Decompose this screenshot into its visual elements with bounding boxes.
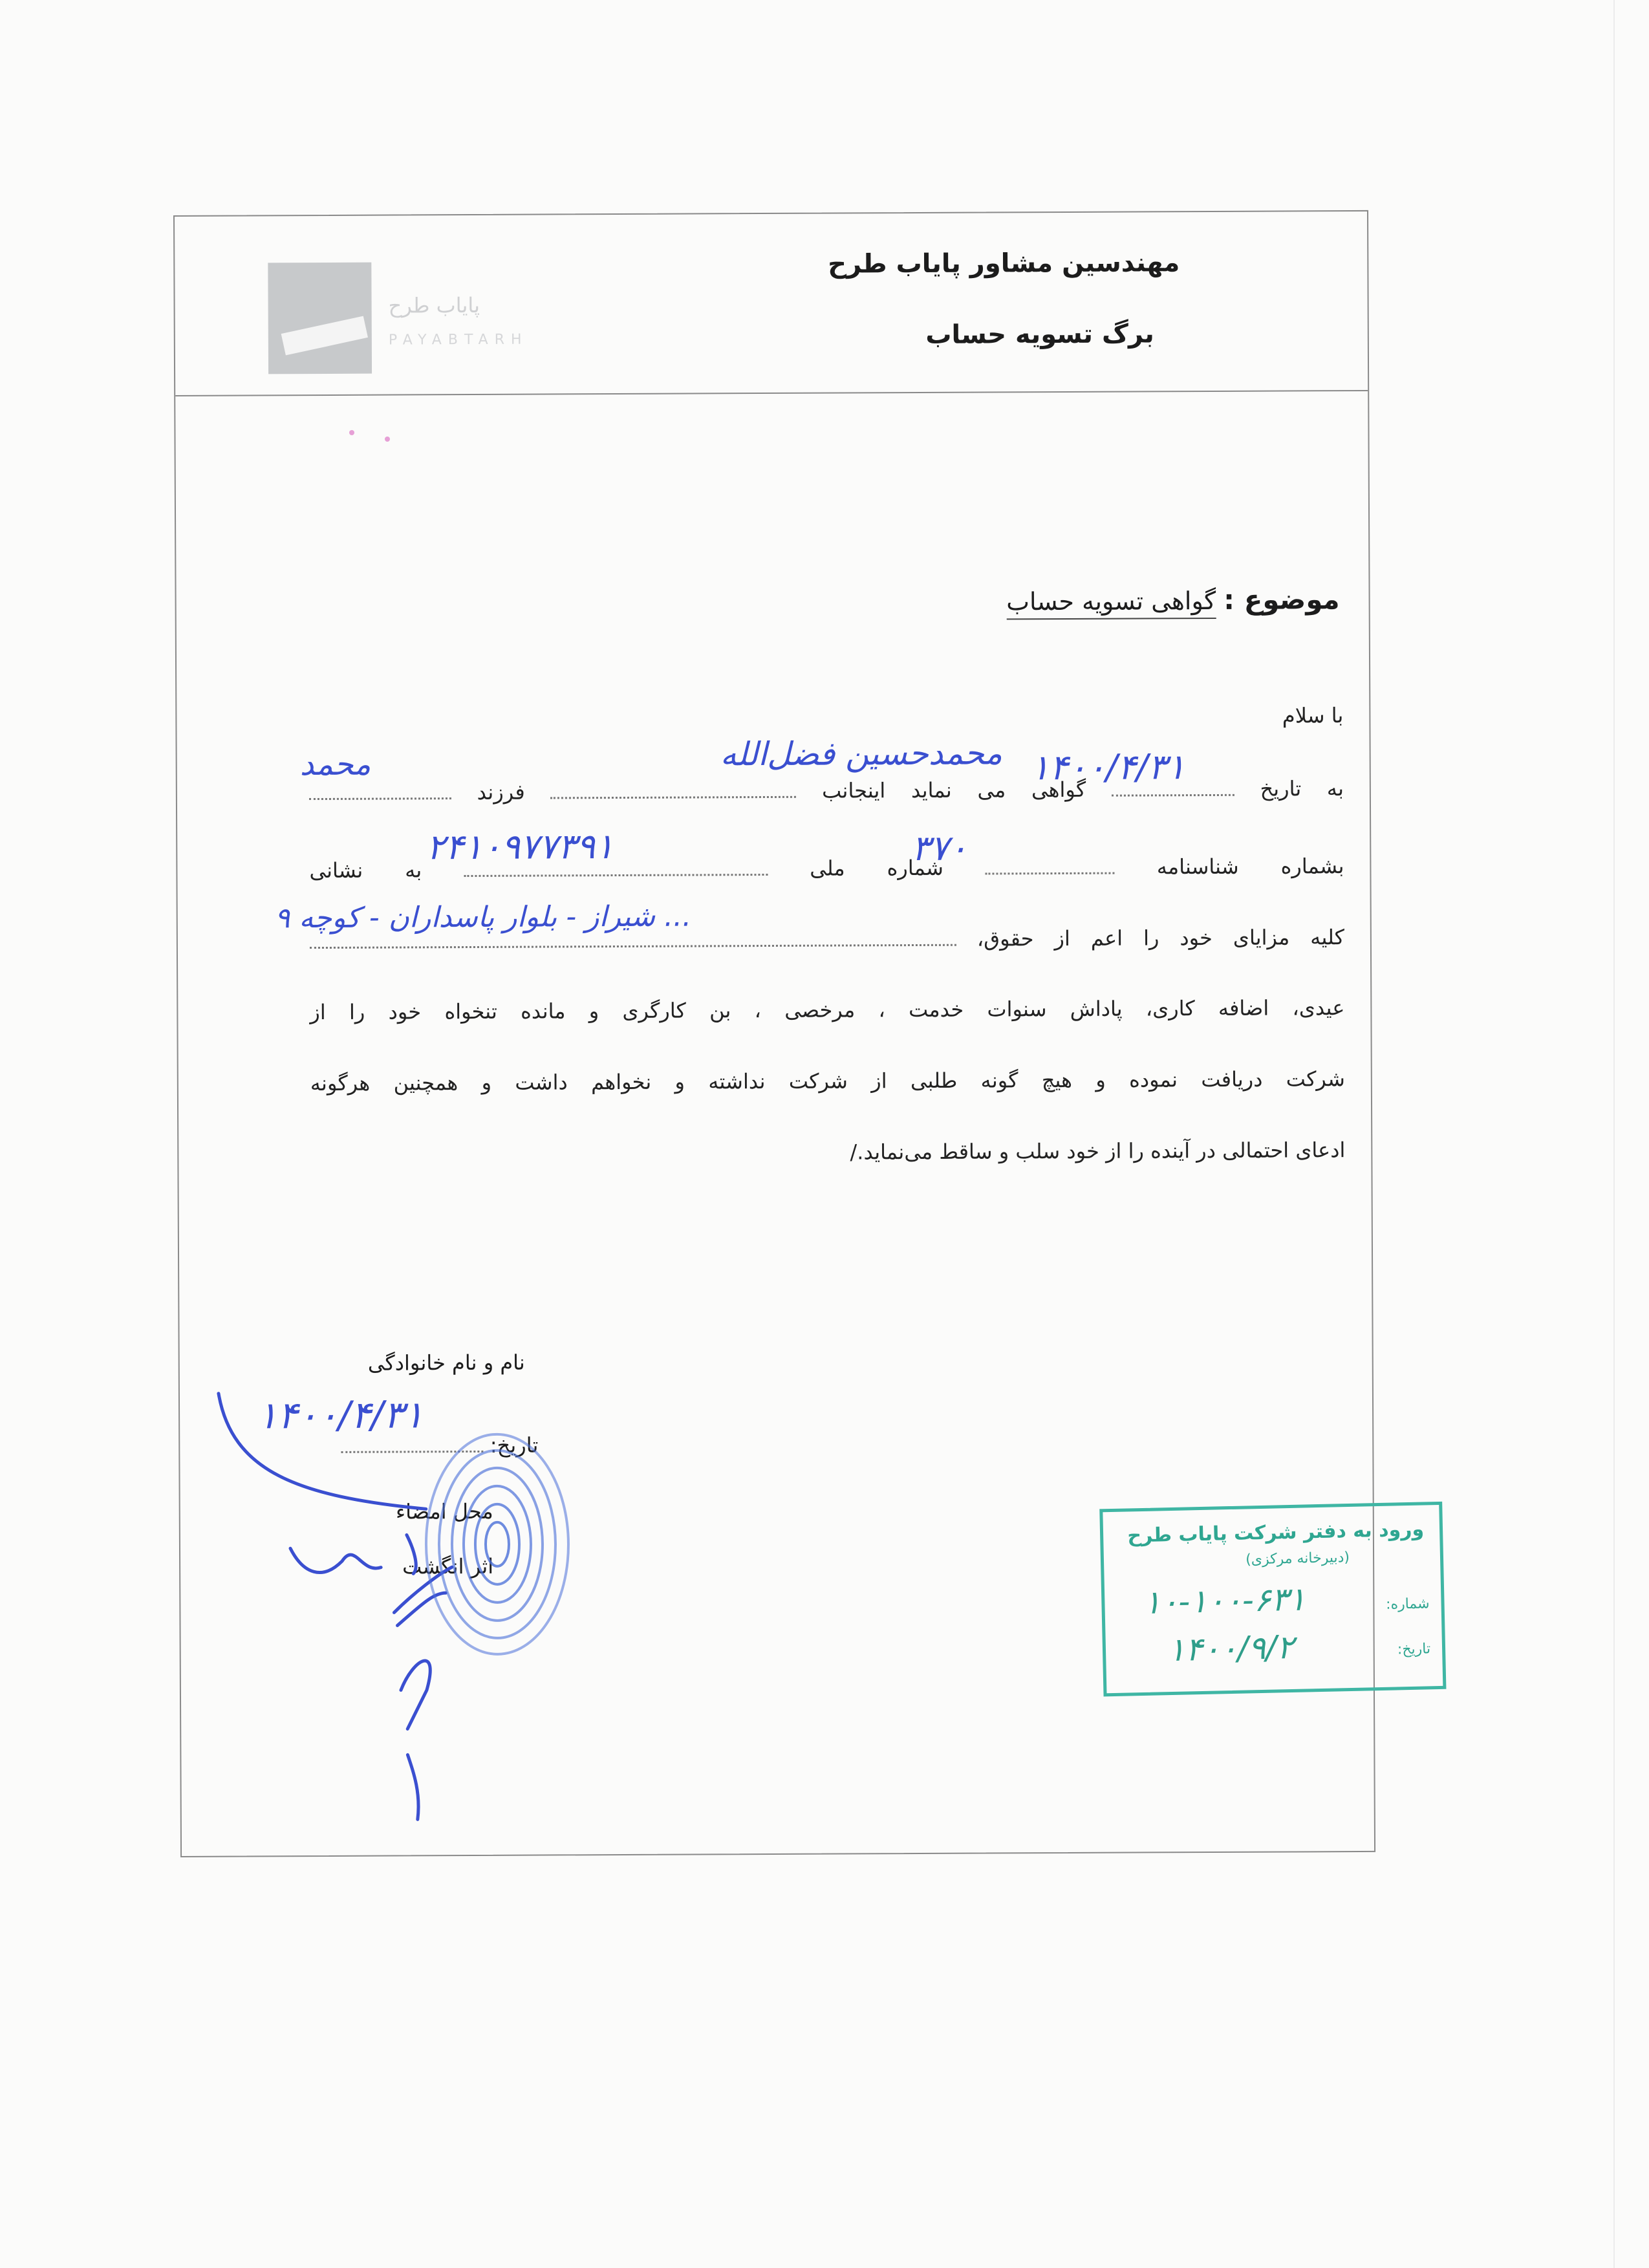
stamp-title: ورود به دفتر شرکت پایاب طرح bbox=[1127, 1518, 1425, 1548]
registry-stamp bbox=[1099, 1502, 1446, 1696]
name-field bbox=[550, 777, 796, 799]
company-name: مهندسین مشاور پایاب طرح bbox=[828, 248, 1180, 279]
signature-place-label: محل امضاء bbox=[395, 1498, 493, 1524]
handwritten-id: ۳۷۰ bbox=[911, 827, 968, 869]
stamp-date-label: تاریخ: bbox=[1397, 1641, 1431, 1658]
greeting: با سلام bbox=[1282, 703, 1344, 728]
subject-label: موضوع : bbox=[1223, 583, 1340, 616]
handwritten-sign-date: ۱۴۰۰/۴/۳۱ bbox=[257, 1392, 424, 1438]
handwritten-father: محمد bbox=[299, 746, 371, 783]
handwritten-date: ۱۴۰۰/۴/۳۱ bbox=[1030, 746, 1186, 788]
company-logo bbox=[268, 263, 372, 374]
document-frame bbox=[173, 210, 1431, 1857]
form-title: برگ تسویه حساب bbox=[925, 319, 1154, 350]
subject-value: گواهی تسویه حساب bbox=[1006, 587, 1216, 620]
handwritten-name: محمدحسین فضل‌الله bbox=[720, 734, 1003, 773]
fingerprint-icon bbox=[426, 1434, 568, 1654]
text-certifies: گواهی می نماید اینجانب bbox=[821, 777, 1086, 803]
body-line-4: عیدی، اضافه کاری، پاداش سنوات خدمت ، مرخصی ، بن کارگری و مانده تنخواه خود را از bbox=[310, 995, 1345, 1025]
header-divider bbox=[175, 390, 1368, 396]
text-national-id-label: شماره ملی bbox=[810, 855, 943, 881]
text-address-label: به نشانی bbox=[309, 858, 422, 883]
name-label: نام و نام خانوادگی bbox=[367, 1350, 525, 1376]
logo-text-fa: پایاب طرح bbox=[388, 292, 480, 318]
page-fold-line bbox=[1613, 0, 1615, 2268]
body-line-1 bbox=[309, 774, 1344, 805]
id-field bbox=[986, 853, 1115, 875]
body-line-6: ادعای احتمالی در آینده را از خود سلب و ساقط می‌نماید./ bbox=[850, 1138, 1346, 1165]
stamp-date: ۱۴۰۰/۹/۲ bbox=[1167, 1628, 1295, 1669]
sign-date-label: تاریخ: bbox=[341, 1431, 539, 1458]
text-date-label: به تاریخ bbox=[1260, 776, 1344, 801]
fingerprint-label: اثر انگشت bbox=[402, 1553, 494, 1579]
stamp-number: ۱۰-۱۰۰-۶۳۱ bbox=[1143, 1580, 1306, 1621]
text-benefits: کلیه مزایای خود را اعم از حقوق، bbox=[976, 925, 1344, 951]
text-child-of-label: فرزند bbox=[477, 779, 525, 805]
signature-scribble bbox=[219, 1392, 453, 1820]
subject-line bbox=[1006, 583, 1340, 616]
stamp-number-label: شماره: bbox=[1385, 1595, 1430, 1613]
logo-text-en: PAYABTARH bbox=[388, 331, 528, 349]
handwritten-address: شیراز - بلوار پاسداران - کوچه ۹ ... bbox=[274, 900, 692, 935]
stamp-subtitle: (دبیرخانه مرکزی) bbox=[1245, 1550, 1350, 1568]
body-line-5: شرکت دریافت نموده و هیچ گونه طلبی از شرکت نداشته و نخواهم داشت و همچنین هرگونه bbox=[310, 1066, 1345, 1096]
text-id-label: بشماره شناسنامه bbox=[1156, 854, 1344, 880]
signature-and-fingerprint bbox=[193, 1376, 1295, 2027]
handwritten-national-id: ۲۴۱۰۹۷۷۳۹۱ bbox=[426, 826, 614, 868]
